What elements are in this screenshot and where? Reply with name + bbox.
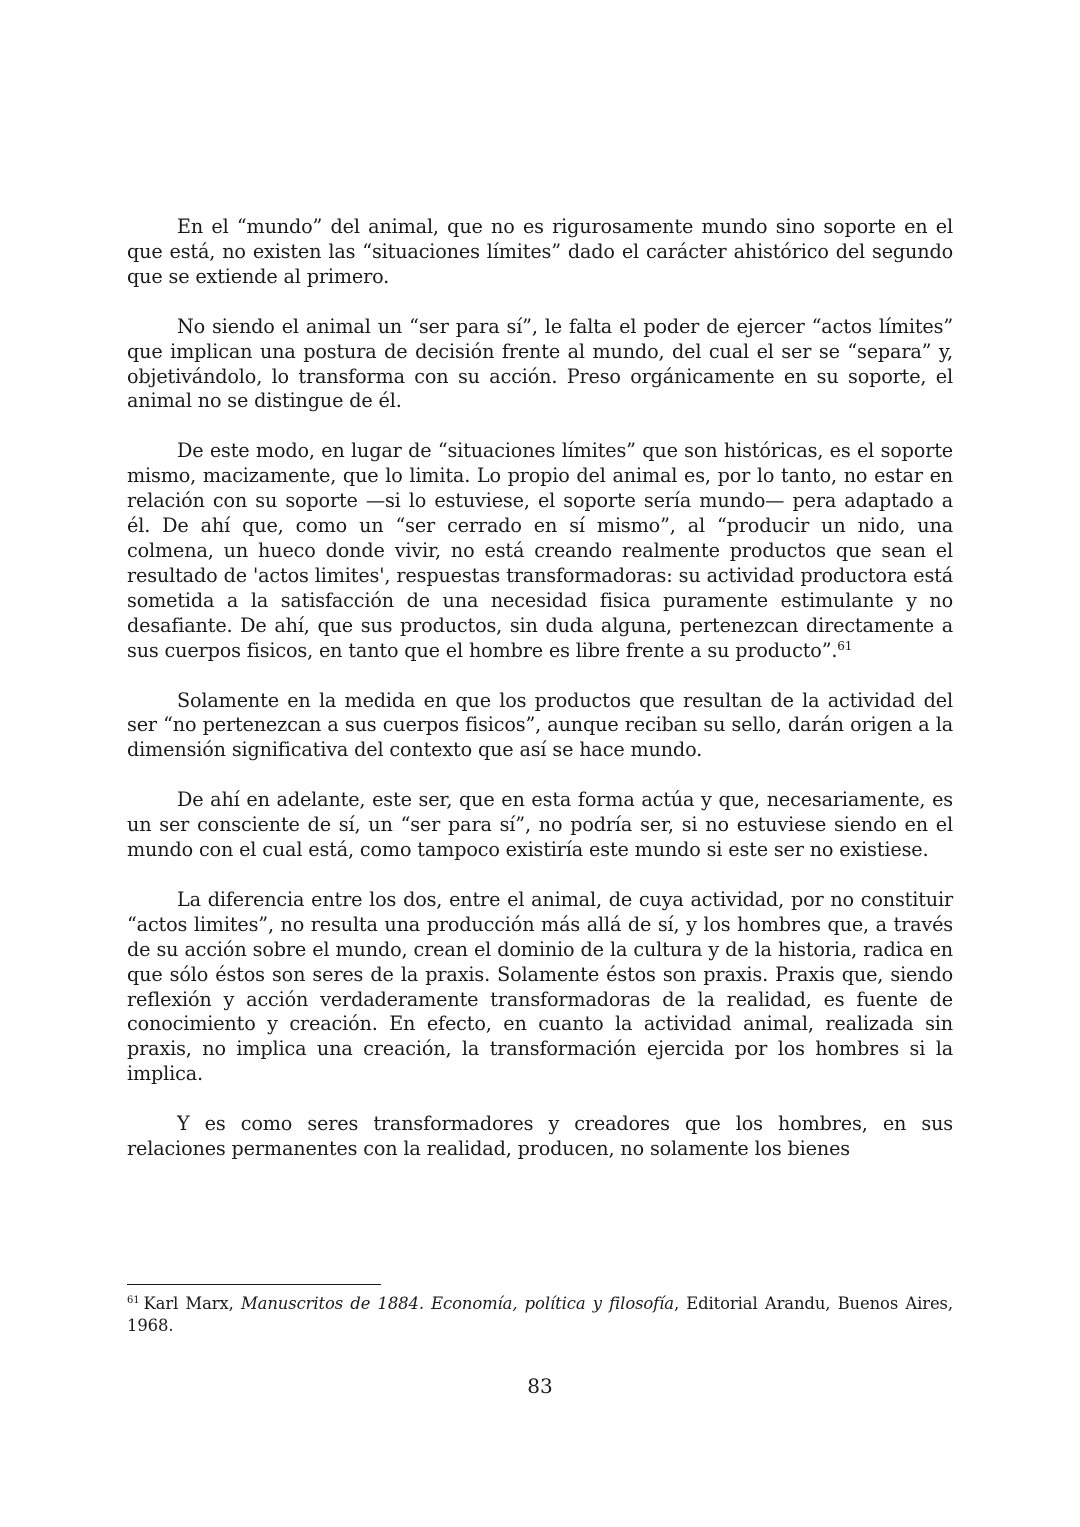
paragraph-6 [127,888,953,1087]
page-number: 83 [527,1374,553,1398]
footnote-reference[interactable]: 61 [837,638,853,653]
paragraph-text: De este modo, en lugar de “situaciones límites” que son históricas, es el soporte mismo, macizamente, que lo limita. Lo propio del animal es, por lo tanto, no estar en relación con su soporte —si lo estuviese, el soporte sería mundo— pera adaptado a él. De ahí que, como un “ser cerrado en sí mismo”, al “producir un nido, una colmena, un hueco donde vivir, no está creando realmente productos que sean el resultado de 'actos limites', respuestas transformadoras: su actividad productora está sometida a la satisfacción de una necesidad fisica puramente estimulante y no desafiante. De ahí, que sus productos, sin duda alguna, pertenezcan directamente a sus cuerpos fisicos, en tanto que el hombre es libre frente a su producto”. [127,439,953,662]
paragraph-1 [127,215,953,290]
paragraph-text: De ahí en adelante, este ser, que en esta forma actúa y que, necesariamente, es un ser consciente de sí, un “ser para sí”, no podría ser, si no estuviese siendo en el mundo con el cual está, como tampoco existiría este mundo si este ser no existiese. [127,788,953,862]
footnote-separator [127,1284,381,1285]
paragraph-4 [127,689,953,764]
paragraph-text: No siendo el animal un “ser para sí”, le falta el poder de ejercer “actos límites” que implican una postura de decisión frente al mundo, del cual el ser se “separa” y, objetivándolo, lo transforma con su acción. Preso orgánicamente en su soporte, el animal no se distingue de él. [127,314,953,413]
footnote [127,1293,953,1337]
body-text [127,215,953,1187]
paragraph-7 [127,1112,953,1162]
paragraph-3 [127,439,953,663]
paragraph-text: Solamente en la medida en que los productos que resultan de la actividad del ser “no pertenezcan a sus cuerpos fisicos”, aunque reciban su sello, darán origen a la dimensión significativa del contexto que así se hace mundo. [127,688,953,762]
paragraph-2 [127,315,953,415]
footnote-publisher: , Editorial Arandu, Buenos Aires, 1968. [127,1294,953,1335]
footnote-title: Manuscritos de 1884. Economía, política y filosofía [241,1294,674,1313]
paragraph-text: En el “mundo” del animal, que no es rigurosamente mundo sino soporte en el que está, no existen las “situaciones límites” dado el carácter ahistórico del segundo que se extiende al primero. [127,215,953,288]
paragraph-text: Y es como seres transformadores y creadores que los hombres, en sus relaciones permanentes con la realidad, producen, no solamente los bienes [127,1112,953,1161]
footnote-author: Karl Marx, [143,1294,241,1313]
paragraph-5 [127,788,953,863]
paragraph-text: La diferencia entre los dos, entre el animal, de cuya actividad, por no constituir “actos limites”, no resulta una producción más allá de sí, y los hombres que, a través de su acción sobre el mundo, crean el dominio de la cultura y de la historia, radica en que sólo éstos son seres de la praxis. Solamente éstos son praxis. Praxis que, siendo reflexión y acción verdaderamente transformadoras de la realidad, es fuente de conocimiento y creación. En efecto, en cuanto la actividad animal, realizada sin praxis, no implica una creación, la transformación ejercida por los hombres si la implica. [127,887,953,1086]
footnote-number: 61 [127,1295,140,1306]
